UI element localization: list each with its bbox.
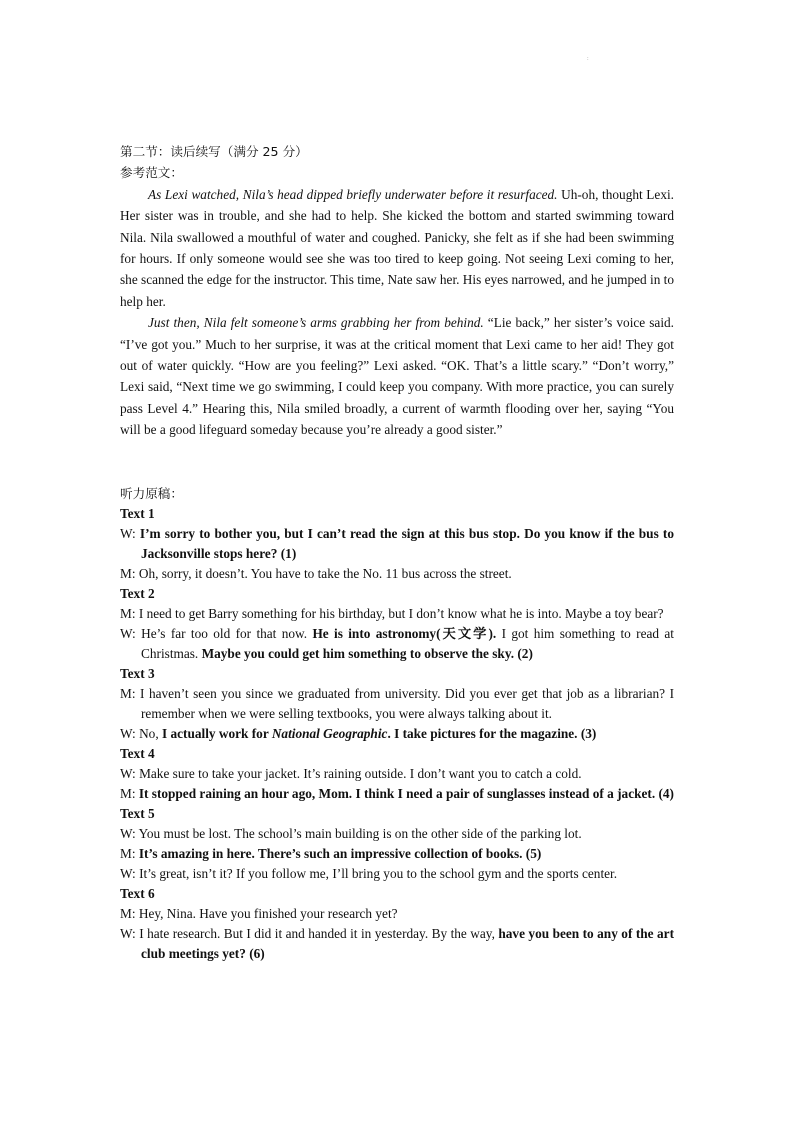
dialogue-text: I got him something to read at Christmas. [141,626,674,662]
text-2-line-1: M: I need to get Barry something for his birthday, but I don’t know what he is into. Maybe a toy bear? [120,606,664,622]
key-sentence: Maybe you could get him something to observe the sky. (2) [201,646,533,662]
speaker: W: [120,526,140,542]
key-text: . I take pictures for the magazine. (3) [387,726,597,742]
text-4-title: Text 4 [120,746,155,762]
key-sentence: He is into astronomy(天文学). [312,626,497,642]
essay-text-1: Uh-oh, thought Lexi. Her sister was in trouble, and she had to help. She kicked the bottom and started swimming toward Nila. Nila swallowed a mouthful of water and coughed. Panicky, she felt as if she had been swimming for hours. If only someone would see she was too tired to keep going. Not seeing Lexi coming to her, she scanned the edge for the instructor. This time, Nate saw her. His eyes narrowed, and he jumped in to help her. [120,186,675,309]
dialogue-text: W: No, [120,726,162,742]
essay-paragraph-1 [120,184,674,312]
text-3-line-1: M: I haven’t seen you since we graduated from university. Did you ever get that job as a librarian? I remember when we were selling textbooks, you were always talking about it. [120,686,674,722]
text-5-line-2 [120,844,674,864]
listening-heading: 听力原稿： [120,485,183,501]
text-3-title: Text 3 [120,666,155,682]
text-6-title: Text 6 [120,886,155,902]
text-5-title: Text 5 [120,806,155,822]
text-4-line-2 [120,784,674,804]
document-body [120,141,674,964]
text-6-line-1: M: Hey, Nina. Have you finished your research yet? [120,906,398,922]
reference-essay-label: 参考范文： [120,165,183,181]
key-sentence [162,726,596,741]
prompt-sentence-2: Just then, Nila felt someone’s arms grabbing her from behind. [148,315,484,331]
magazine-title: National Geographic [271,726,388,742]
dialogue-text: W: He’s far too old for that now. [120,626,313,642]
text-2-line-2 [120,624,674,664]
key-sentence: It’s amazing in here. There’s such an impressive collection of books. (5) [138,846,542,862]
key-text: I actually work for [161,726,272,742]
speaker: M: [120,846,139,862]
section-heading: 第二节：读后续写（满分 25 分） [120,144,308,159]
essay-paragraph-2 [120,312,674,440]
text-1-line-1 [120,524,674,564]
text-5-line-1: W: You must be lost. The school’s main building is on the other side of the parking lot. [120,826,582,842]
speaker: M: [120,786,139,802]
text-1-title: Text 1 [120,506,155,522]
text-6-line-2 [120,924,674,964]
text-3-line-2 [120,724,674,744]
dialogue-text: W: I hate research. But I did it and handed it in yesterday. By the way, [120,926,499,942]
key-sentence: have you been to any of the art club meetings yet? (6) [141,926,674,962]
key-sentence: I’m sorry to bother you, but I can’t read the sign at this bus stop. Do you know if the bus to Jacksonville stops here? (1) [139,526,674,562]
page-mark: : [587,56,589,62]
text-2-title: Text 2 [120,586,155,602]
text-4-line-1: W: Make sure to take your jacket. It’s raining outside. I don’t want you to catch a cold. [120,766,582,782]
prompt-sentence-1: As Lexi watched, Nila’s head dipped briefly underwater before it resurfaced. [148,186,558,202]
text-5-line-3: W: It’s great, isn’t it? If you follow me, I’ll bring you to the school gym and the sports center. [120,866,618,882]
key-sentence: It stopped raining an hour ago, Mom. I think I need a pair of sunglasses instead of a jacket. (4) [138,786,674,802]
text-1-line-2: M: Oh, sorry, it doesn’t. You have to take the No. 11 bus across the street. [120,566,512,582]
essay-text-2: “Lie back,” her sister’s voice said. “I’ve got you.” Much to her surprise, it was at the critical moment that Lexi came to her aid! They got out of water quickly. “How are you feeling?” Lexi asked. “OK. That’s a little scary.” “Don’t worry,” Lexi said, “Next time we go swimming, I could keep you company. With more practice, you can surely pass Level 4.” Hearing this, Nila smiled broadly, a current of warmth flooding over her, saying “You will be a good lifeguard someday because you’re already a good sister.” [120,315,674,438]
